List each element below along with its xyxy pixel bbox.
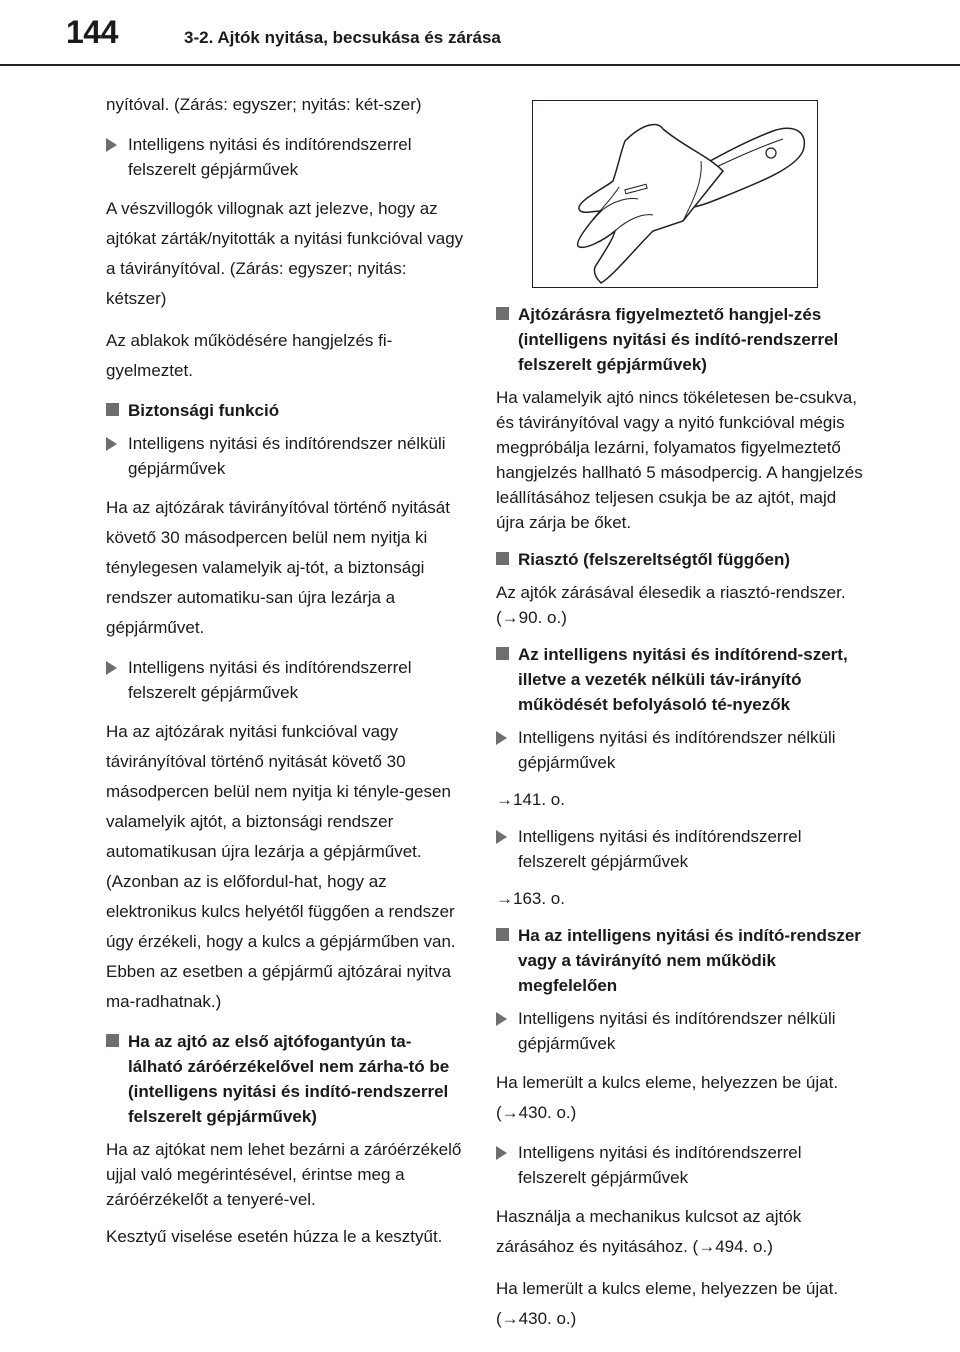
paragraph: Ha valamelyik ajtó nincs tökéletesen be-csukva, és távirányítóval vagy a nyitó funkcióval mégis megpróbálja lezárni, folyamatos figyelmeztető hangjelzés hallható 5 másodpercig. A hangjelzés leállításához teljesen csukja be az ajtót, majd újra zárja be őket. bbox=[496, 388, 863, 532]
heading-text: Ha az ajtó az első ajtófogantyún ta-lálható záróérzékelővel nem zárha-tó be (intelligens nyitási és indító-rendszerrel felszerelt gépjárművek) bbox=[128, 1032, 450, 1126]
page-number: 144 bbox=[66, 14, 118, 50]
paragraph: Ha az ajtózárak távirányítóval történő nyitását követő 30 másodpercen belül nem nyitja ki ténylegesen valamelyik aj-tót, a biztonsági rendszer automatiku-san újra lezárja a gépjárművet. bbox=[106, 498, 450, 637]
triangle-bullet-icon bbox=[496, 731, 507, 745]
bullet-text: Intelligens nyitási és indítórendszerrel felszerelt gépjárművek bbox=[128, 135, 412, 179]
bullet-text: Intelligens nyitási és indítórendszerrel felszerelt gépjárművek bbox=[518, 827, 802, 871]
heading-text: Riasztó (felszereltségtől függően) bbox=[518, 550, 791, 569]
square-bullet-icon bbox=[496, 552, 509, 565]
bullet-text: Intelligens nyitási és indítórendszer nélküli gépjárművek bbox=[518, 1009, 836, 1053]
triangle-bullet-icon bbox=[106, 661, 117, 675]
paragraph: Az ajtók zárásával élesedik a riasztó-rendszer. (→90. o.) bbox=[496, 583, 846, 627]
square-bullet-icon bbox=[496, 647, 509, 660]
right-column bbox=[496, 100, 866, 1346]
hand-on-door-handle-illustration bbox=[532, 100, 818, 288]
page-header bbox=[0, 0, 960, 66]
square-bullet-icon bbox=[106, 403, 119, 416]
paragraph: Ha az ajtózárak nyitási funkcióval vagy távirányítóval történő nyitását követő 30 másodpercen belül nem nyitja ki tényle-gesen valamelyik ajtót, a biztonsági rendszer automatikusan újra lezárja a gépjárművet. (Azonban az is előfordul-hat, hogy az elektronikus kulcs helyétől függően a rendszer úgy érzékeli, hogy a kulcs a gépjárműben van. Ebben az esetben a gépjármű ajtózárai nyitva ma-radhatnak.) bbox=[106, 722, 456, 1011]
section-heading bbox=[496, 923, 866, 998]
paragraph: Kesztyű viselése esetén húzza le a kesztyűt. bbox=[106, 1227, 443, 1246]
square-bullet-icon bbox=[496, 928, 509, 941]
triangle-bullet-icon bbox=[496, 1012, 507, 1026]
heading-text: Biztonsági funkció bbox=[128, 401, 280, 420]
section-heading bbox=[496, 547, 866, 572]
bullet-item bbox=[106, 655, 466, 705]
section-heading bbox=[106, 1029, 466, 1129]
triangle-bullet-icon bbox=[106, 138, 117, 152]
bullet-text: Intelligens nyitási és indítórendszer nélküli gépjárművek bbox=[518, 728, 836, 772]
bullet-item bbox=[106, 132, 466, 182]
paragraph: Ha lemerült a kulcs eleme, helyezzen be újat. (→430. o.) bbox=[496, 1279, 839, 1328]
triangle-bullet-icon bbox=[496, 1146, 507, 1160]
hand-illustration-icon bbox=[533, 101, 817, 287]
section-title: 3-2. Ajtók nyitása, becsukása és zárása bbox=[184, 28, 501, 47]
bullet-text: Intelligens nyitási és indítórendszerrel felszerelt gépjárművek bbox=[128, 658, 412, 702]
section-heading bbox=[496, 302, 866, 377]
heading-text: Az intelligens nyitási és indítórend-szert, illetve a vezeték nélküli táv-irányító működését befolyásoló té-nyezők bbox=[518, 645, 848, 714]
heading-text: Ajtózárásra figyelmeztető hangjel-zés (intelligens nyitási és indító-rendszerrel felszerelt gépjárművek) bbox=[518, 305, 839, 374]
triangle-bullet-icon bbox=[106, 437, 117, 451]
page-reference[interactable]: →163. o. bbox=[496, 889, 565, 908]
left-column bbox=[106, 90, 466, 1261]
bullet-item bbox=[496, 1006, 866, 1056]
bullet-item bbox=[496, 725, 866, 775]
bullet-item bbox=[496, 1140, 866, 1190]
bullet-item bbox=[496, 824, 866, 874]
paragraph: A vészvillogók villognak azt jelezve, hogy az ajtókat zárták/nyitották a nyitási funkcióval vagy a távirányítóval. (Zárás: egyszer; nyitás: kétszer) bbox=[106, 199, 464, 308]
square-bullet-icon bbox=[496, 307, 509, 320]
triangle-bullet-icon bbox=[496, 830, 507, 844]
page-reference[interactable]: →141. o. bbox=[496, 790, 565, 809]
paragraph: Ha az ajtókat nem lehet bezárni a záróérzékelő ujjal való megérintésével, érintse meg a záróérzékelőt a tenyeré-vel. bbox=[106, 1140, 462, 1209]
section-heading bbox=[106, 398, 466, 423]
bullet-text: Intelligens nyitási és indítórendszer nélküli gépjárművek bbox=[128, 434, 446, 478]
paragraph: Az ablakok működésére hangjelzés fi-gyelmeztet. bbox=[106, 331, 393, 380]
section-heading bbox=[496, 642, 866, 717]
bullet-item bbox=[106, 431, 466, 481]
square-bullet-icon bbox=[106, 1034, 119, 1047]
paragraph: Ha lemerült a kulcs eleme, helyezzen be újat. (→430. o.) bbox=[496, 1073, 839, 1122]
heading-text: Ha az intelligens nyitási és indító-rendszer vagy a távirányító nem működik megfelelően bbox=[518, 926, 861, 995]
paragraph: Használja a mechanikus kulcsot az ajtók zárásához és nyitásához. (→494. o.) bbox=[496, 1207, 802, 1256]
bullet-text: Intelligens nyitási és indítórendszerrel felszerelt gépjárművek bbox=[518, 1143, 802, 1187]
paragraph: nyítóval. (Zárás: egyszer; nyitás: két-szer) bbox=[106, 95, 422, 114]
